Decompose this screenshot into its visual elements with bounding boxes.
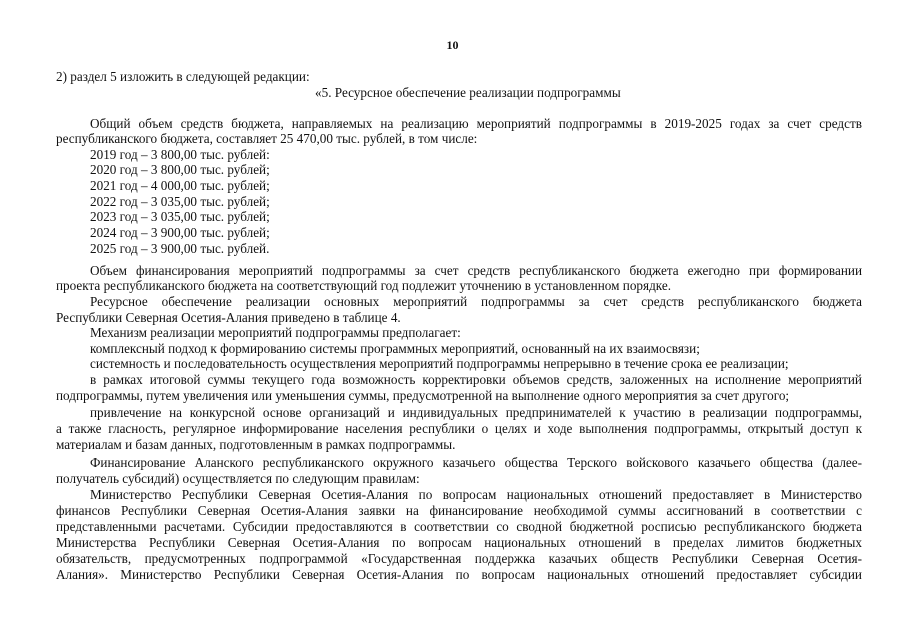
paragraph-line: подпрограммы, путем увеличения или уменьшения суммы, предусмотренной на выполнение одного мероприятия за счет другого; <box>56 388 790 403</box>
paragraph-line: проекта республиканского бюджета на соответствующий год подлежит уточнению в установленном порядке. <box>56 278 672 293</box>
paragraph-line: материалам и базам данных, подготовленным в рамках подпрограммы. <box>56 437 456 452</box>
year-budget-line: 2025 год – 3 900,00 тыс. рублей. <box>90 241 270 256</box>
paragraph-line: системность и последовательность осуществления мероприятий подпрограммы непрерывно в течение срока ее реализации; <box>90 356 789 371</box>
paragraph-line: привлечение на конкурсной основе организаций и индивидуальных предпринимателей к участию в реализации подпрограммы, <box>90 405 862 420</box>
paragraph-line: комплексный подход к формированию системы программных мероприятий, основанный на их взаимосвязи; <box>90 341 700 356</box>
paragraph-line: финансов Республики Северная Осетия-Алания заявки на финансирование необходимой суммы ассигнований в соответствии с <box>56 503 862 518</box>
paragraph-line: обязательств, предусмотренных подпрограммой «Государственная поддержка казачьих обществ Республики Северная Осетия- <box>56 551 862 566</box>
paragraph-line: Общий объем средств бюджета, направляемых на реализацию мероприятий подпрограммы в 2019-2025 годах за счет средств <box>90 116 862 131</box>
year-budget-line: 2024 год – 3 900,00 тыс. рублей; <box>90 225 270 240</box>
year-budget-line: 2020 год – 3 800,00 тыс. рублей; <box>90 162 270 177</box>
paragraph-line: 2) раздел 5 изложить в следующей редакции: <box>56 69 310 84</box>
year-budget-line: 2021 год – 4 000,00 тыс. рублей; <box>90 178 270 193</box>
page-number: 10 <box>446 38 459 52</box>
paragraph-line: Финансирование Аланского республиканского окружного казачьего общества Терского войскового казачьего общества (далее- <box>90 455 862 470</box>
year-budget-line: 2022 год – 3 035,00 тыс. рублей; <box>90 194 270 209</box>
paragraph-line: республиканского бюджета, составляет 25 470,00 тыс. рублей, в том числе: <box>56 131 478 146</box>
year-budget-line: 2019 год – 3 800,00 тыс. рублей: <box>90 147 270 162</box>
paragraph-line: Министерства Республики Северная Осетия-Алания по вопросам национальных отношений в пределах лимитов бюджетных <box>56 535 862 550</box>
year-budget-line: 2023 год – 3 035,00 тыс. рублей; <box>90 209 270 224</box>
section-heading: «5. Ресурсное обеспечение реализации подпрограммы <box>315 85 621 100</box>
paragraph-line: Алания». Министерство Республики Северная Осетия-Алания по вопросам национальных отношений предоставляет субсидии <box>56 567 862 582</box>
paragraph-line: Республики Северная Осетия-Алания приведено в таблице 4. <box>56 310 401 325</box>
paragraph-line: Объем финансирования мероприятий подпрограммы за счет средств республиканского бюджета ежегодно при формировании <box>90 263 862 278</box>
paragraph-line: а также гласность, регулярное информирование населения республики о целях и ходе выполнения подпрограммы, открытый доступ к <box>56 421 862 436</box>
paragraph-line: Механизм реализации мероприятий подпрограммы предполагает: <box>90 325 461 340</box>
paragraph-line: Ресурсное обеспечение реализации основных мероприятий подпрограммы за счет средств республиканского бюджета <box>90 294 862 309</box>
paragraph-line: Министерство Республики Северная Осетия-Алания по вопросам национальных отношений предоставляет в Министерство <box>90 487 862 502</box>
paragraph-line: получатель субсидий) осуществляется по следующим правилам: <box>56 471 420 486</box>
paragraph-line: в рамках итоговой суммы текущего года возможность корректировки объемов средств, заложенных на исполнение мероприятий <box>90 372 862 387</box>
paragraph-line: представленными расчетами. Субсидии предоставляются в соответствии со сводной бюджетной росписью республиканского бюджета <box>56 519 862 534</box>
